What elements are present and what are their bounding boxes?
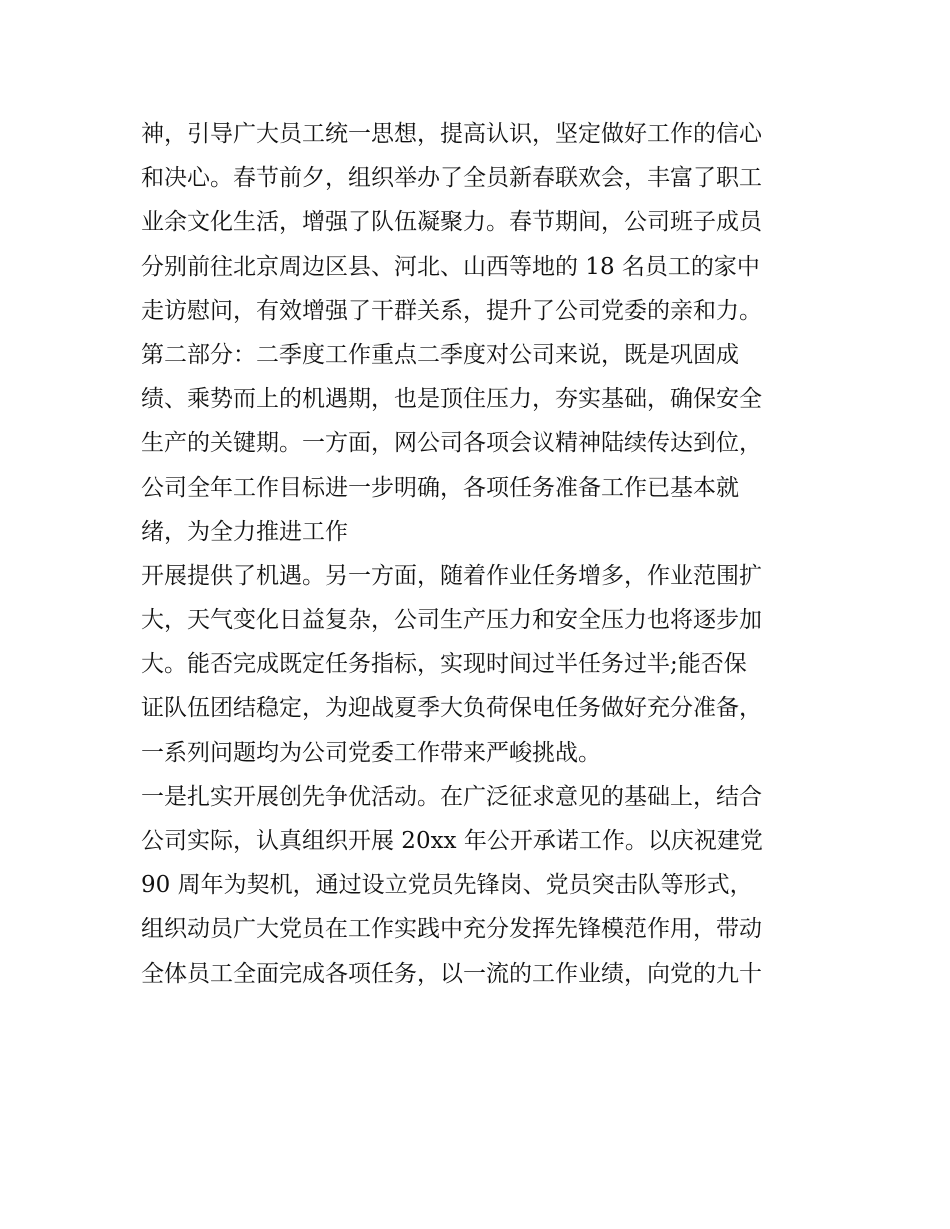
text-line: 大，天气变化日益复杂，公司生产压力和安全压力也将逐步加 [141,607,762,634]
text-line: 证队伍团结稳定，为迎战夏季大负荷保电任务做好充分准备， [141,695,762,722]
text-line: 第二部分：二季度工作重点二季度对公司来说，既是巩固成 [141,341,739,368]
text-line: 公司全年工作目标进一步明确，各项任务准备工作已基本就 [141,474,739,501]
text-line: 绩、乘势而上的机遇期，也是顶住压力，夯实基础，确保安全 [141,386,762,413]
text-line: 大。能否完成既定任务指标，实现时间过半任务过半;能否保 [141,651,747,678]
text-line: 分别前往北京周边区县、河北、山西等地的 18 名员工的家中 [141,253,760,280]
text-line: 开展提供了机遇。另一方面，随着作业任务增多，作业范围扩 [141,562,762,589]
body-text [141,112,821,996]
text-line: 90 周年为契机，通过设立党员先锋岗、党员突击队等形式， [141,872,753,899]
text-line: 公司实际，认真组织开展 20xx 年公开承诺工作。以庆祝建党 [141,828,763,854]
text-line: 生产的关键期。一方面，网公司各项会议精神陆续传达到位， [141,430,762,457]
text-line: 组织动员广大党员在工作实践中充分发挥先锋模范作用，带动 [141,916,762,943]
text-line: 全体员工全面完成各项任务，以一流的工作业绩，向党的九十 [141,960,762,987]
text-line: 业余文化生活，增强了队伍凝聚力。春节期间，公司班子成员 [141,209,762,236]
text-line: 走访慰问，有效增强了干群关系，提升了公司党委的亲和力。 [141,297,762,324]
text-line: 神，引导广大员工统一思想，提高认识，坚定做好工作的信心 [141,121,762,147]
text-line: 和决心。春节前夕，组织举办了全员新春联欢会，丰富了职工 [141,165,762,192]
text-line: 绪，为全力推进工作 [141,518,348,545]
text-line: 一是扎实开展创先争优活动。在广泛征求意见的基础上，结合 [141,783,762,810]
text-line: 一系列问题均为公司党委工作带来严峻挑战。 [141,739,601,766]
